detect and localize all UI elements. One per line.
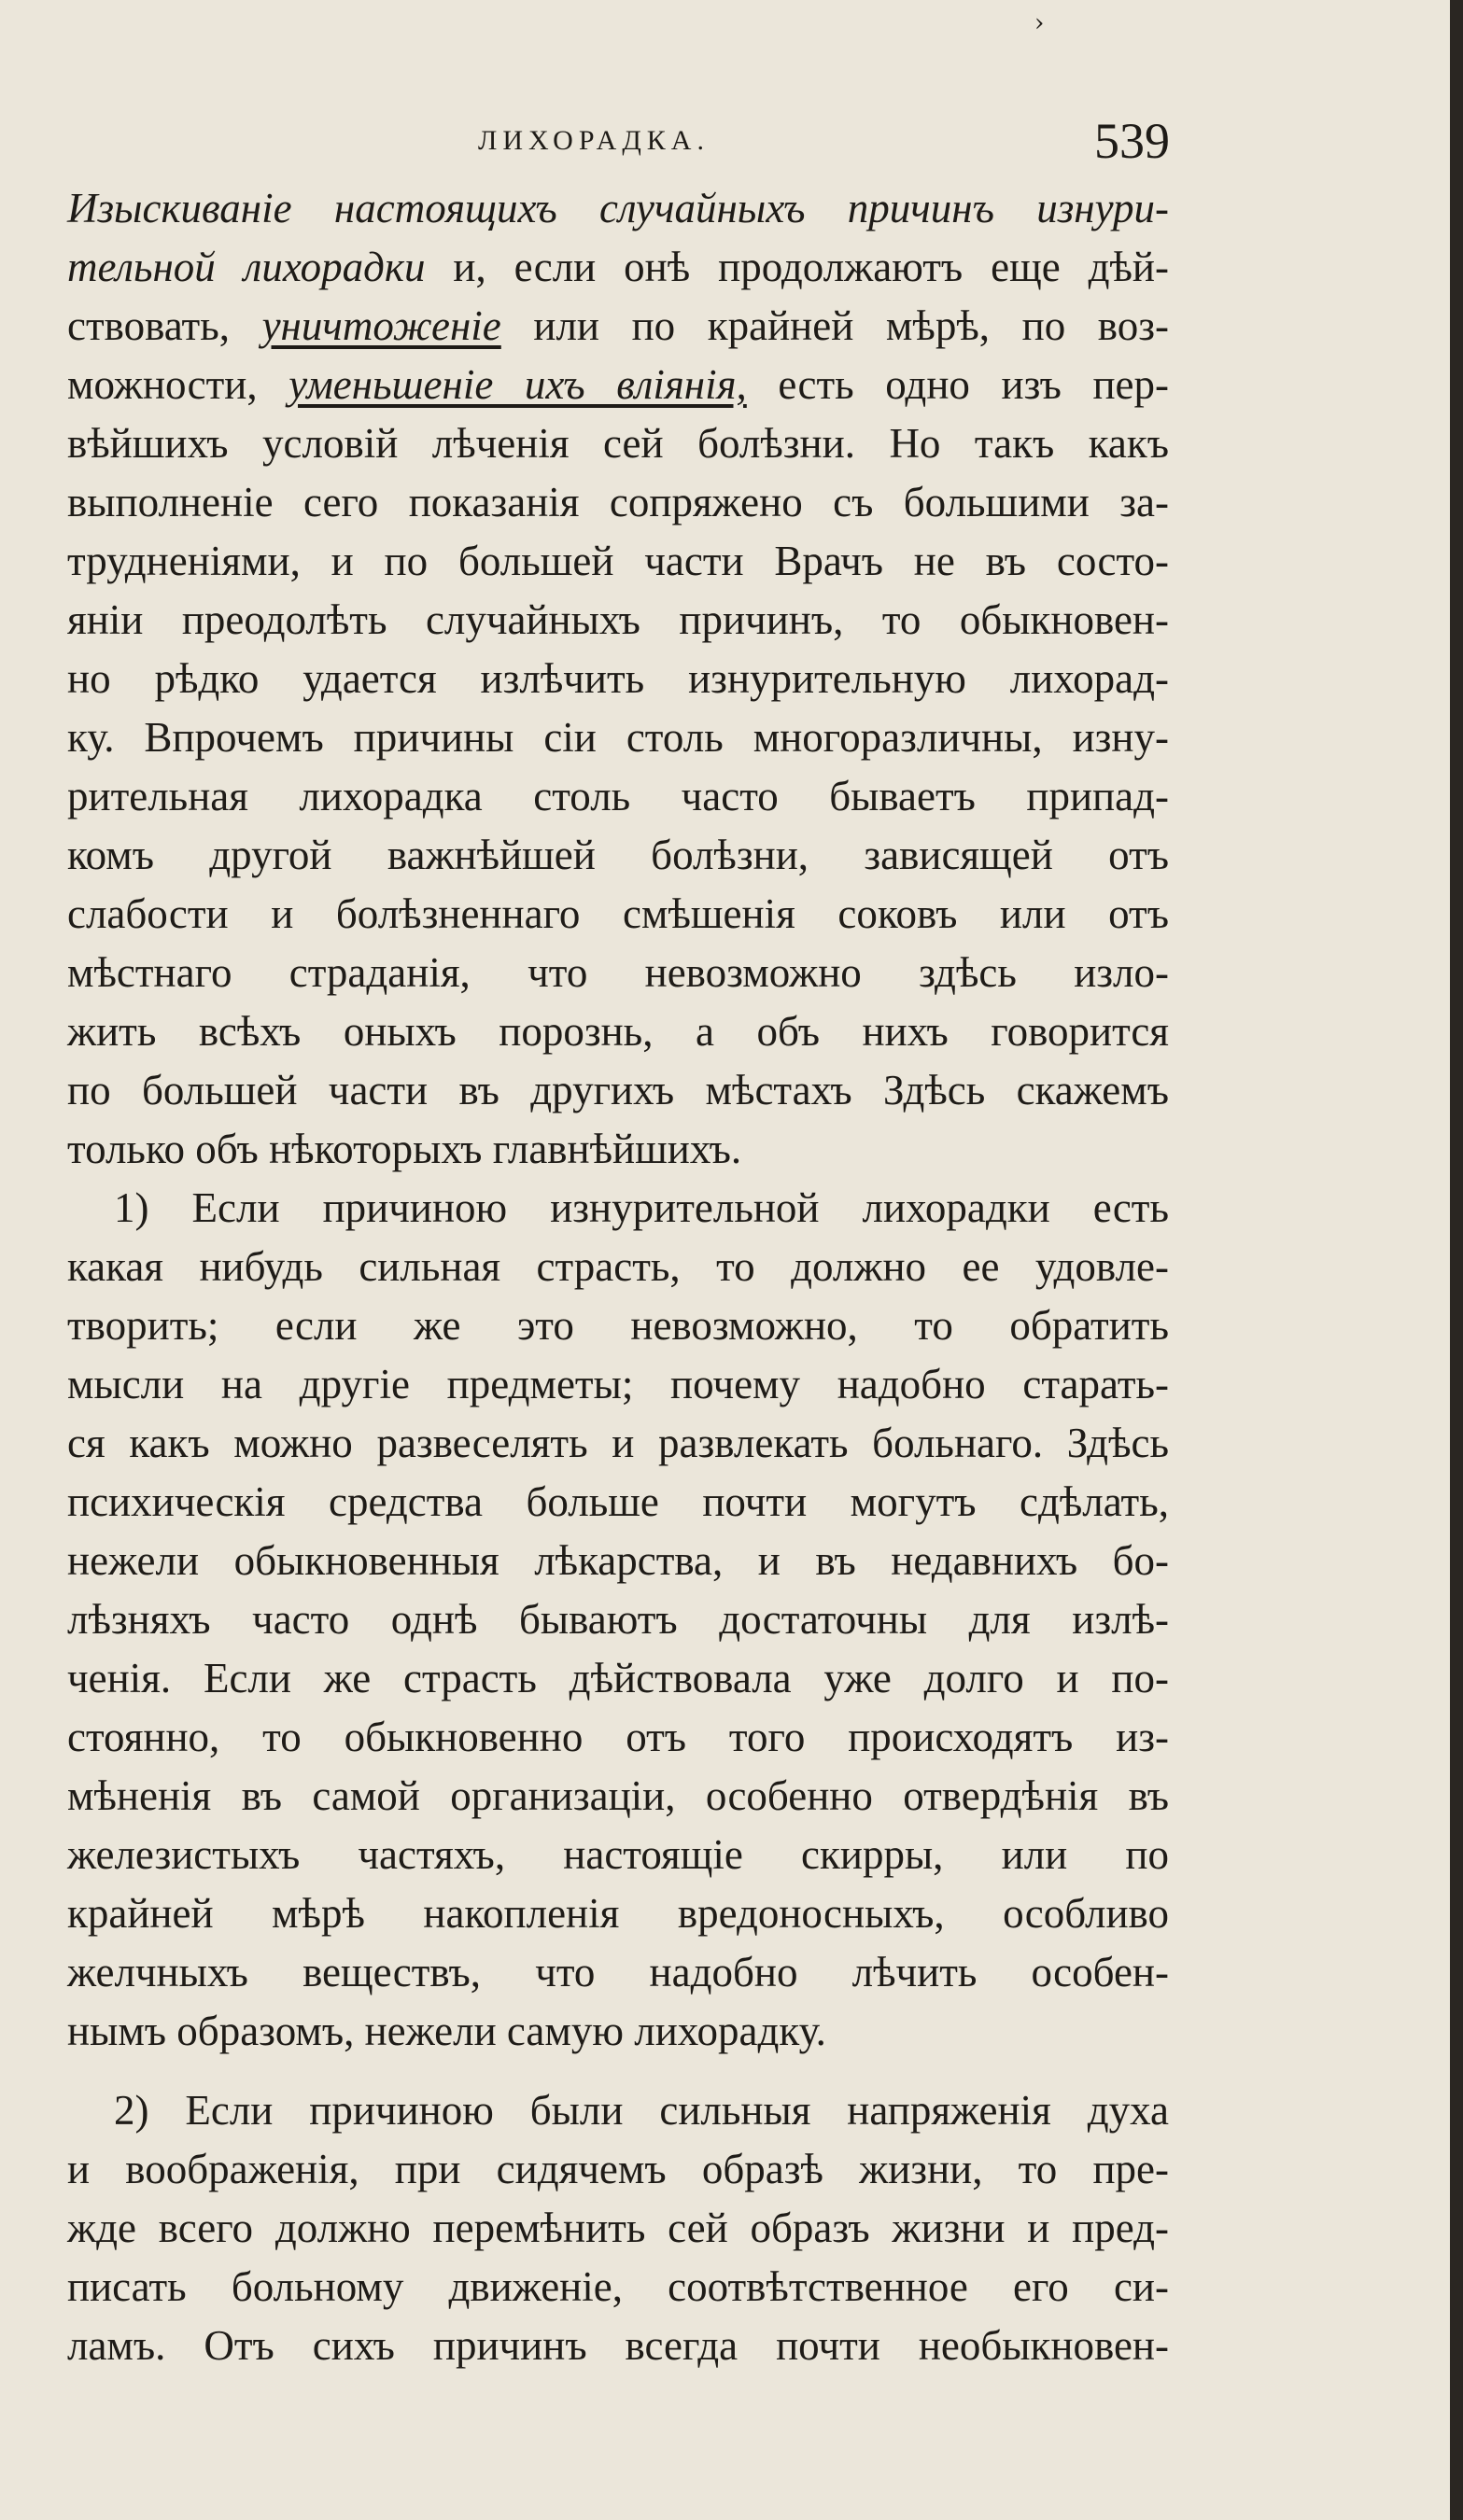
text-line: крайней мѣрѣ накопленiя вредоносныхъ, особливо <box>67 1890 1169 1937</box>
running-title: ЛИХОРАДКА. <box>478 125 710 156</box>
paragraph-gap <box>67 2061 1169 2081</box>
italic-phrase: уничтоженiе <box>261 302 501 349</box>
italic-phrase: тельной лихорадки <box>67 244 426 290</box>
text-span: и, если онѣ продолжаютъ еще дѣй- <box>425 244 1170 290</box>
text-line: какая нибудь сильная страсть, то должно ее удовле- <box>67 1243 1169 1290</box>
text-line: трудненiями, и по большей части Врачъ не въ состо- <box>67 538 1169 584</box>
text-line: рительная лихорадка столь часто бываетъ припад- <box>67 773 1169 819</box>
text-line: нымъ образомъ, нежели самую лихорадку. <box>67 2008 826 2054</box>
text-line <box>67 238 1169 297</box>
text-line: психическiя средства больше почти могутъ сдѣлать, <box>67 1478 1169 1525</box>
text-line: мысли на другiе предметы; почему надобно старать- <box>67 1361 1169 1407</box>
paragraph-1 <box>67 1179 1169 2061</box>
text-line: выполненiе сего показанiя сопряжено съ большими за- <box>67 479 1169 525</box>
text-line: ку. Впрочемъ причины сiи столь многоразличны, изну- <box>67 714 1169 761</box>
text-line: желчныхъ веществъ, что надобно лѣчить особен- <box>67 1949 1169 1995</box>
text-line: писать больному движенiе, соотвѣтственное его си- <box>67 2263 1169 2310</box>
text-line: янiи преодолѣть случайныхъ причинъ, то обыкновен- <box>67 596 1169 643</box>
text-line: творить; если же это невозможно, то обратить <box>67 1302 1169 1349</box>
text-line: мѣстнаго страданiя, что невозможно здѣсь изло- <box>67 949 1169 996</box>
text-line <box>67 297 1169 356</box>
text-span: можности, <box>67 361 289 408</box>
text-line: ламъ. Отъ сихъ причинъ всегда почти необыкновен- <box>67 2322 1169 2369</box>
text-line: 1) Если причиною изнурительной лихорадки есть <box>114 1184 1169 1231</box>
top-mark: › <box>1034 9 1045 37</box>
text-line: и воображенiя, при сидячемъ образѣ жизни, то пре- <box>67 2146 1169 2192</box>
text-line: вѣйшихъ условiй лѣченiя сей болѣзни. Но такъ какъ <box>67 420 1169 467</box>
text-line: 2) Если причиною были сильныя напряженiя духа <box>114 2087 1169 2134</box>
text-line: стоянно, то обыкновенно отъ того происходятъ из- <box>67 1714 1169 1760</box>
paragraph-intro <box>67 179 1169 1179</box>
text-line: нежели обыкновенныя лѣкарства, и въ недавнихъ бо- <box>67 1537 1169 1584</box>
body-text <box>67 179 1169 2375</box>
text-span: есть одно изъ пер- <box>746 361 1169 408</box>
italic-phrase: уменьшенiе ихъ влiянiя, <box>288 361 747 408</box>
paragraph-2 <box>67 2081 1169 2375</box>
page-edge-shadow <box>1450 0 1463 2520</box>
text-line: железистыхъ частяхъ, настоящiе скирры, или по <box>67 1831 1169 1878</box>
text-line: жить всѣхъ оныхъ порознь, а объ нихъ говорится <box>67 1008 1169 1055</box>
text-line: мѣненiя въ самой организацiи, особенно отвердѣнiя въ <box>67 1772 1169 1819</box>
text-line: только объ нѣкоторыхъ главнѣйшихъ. <box>67 1126 742 1172</box>
text-line: но рѣдко удается излѣчить изнурительную лихорад- <box>67 655 1169 702</box>
text-line: ченiя. Если же страсть дѣйствовала уже долго и по- <box>67 1655 1169 1701</box>
text-line <box>67 356 1169 414</box>
text-span: или по крайней мѣрѣ, по воз- <box>500 302 1169 349</box>
text-line: жде всего должно перемѣнить сей образъ жизни и пред- <box>67 2205 1169 2251</box>
text-line: ся какъ можно развеселять и развлекать больнаго. Здѣсь <box>67 1420 1169 1466</box>
text-span: ствовать, <box>67 302 262 349</box>
text-line: по большей части въ другихъ мѣстахъ Здѣсь скажемъ <box>67 1067 1169 1113</box>
text-line: комъ другой важнѣйшей болѣзни, зависящей отъ <box>67 832 1169 878</box>
text-line: лѣзняхъ часто однѣ бываютъ достаточны для излѣ- <box>67 1596 1169 1643</box>
text-line: Изыскиванiе настоящихъ случайныхъ причинъ изнури- <box>67 185 1169 231</box>
text-line: слабости и болѣзненнаго смѣшенiя соковъ или отъ <box>67 890 1169 937</box>
page-number: 539 <box>1094 113 1170 169</box>
